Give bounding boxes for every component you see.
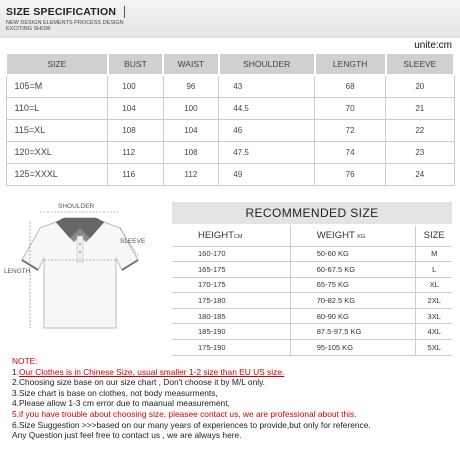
note-2: 2.Choosing size base on our size chart , Don't choose it by M/L only. — [12, 377, 265, 388]
height-unit: CM — [233, 234, 243, 241]
cell-height: 165-175 — [172, 262, 290, 278]
cell-weight: 95-105 KG — [290, 340, 416, 356]
cell-size: XL — [416, 277, 452, 293]
table-row — [6, 119, 454, 141]
cell-bust: 100 — [108, 75, 163, 97]
cell-weight: 50-60 KG — [290, 246, 416, 262]
note-4: 4.Please allow 1-3 cm error due to maanual measurement, — [12, 398, 230, 409]
size-table-header-row — [6, 53, 454, 75]
note-6: 6.Size Suggestion >>>based on our many years of experiences to provide,but only for reference. — [12, 419, 371, 430]
cell-size: 5XL — [416, 340, 452, 356]
cell-size: 120=XXL — [6, 141, 108, 163]
table-row — [6, 75, 454, 97]
col-weight — [290, 226, 416, 246]
cell-sleeve: 20 — [386, 75, 454, 97]
note-5: 5.if you have trouble about choosing size, pleasee contact us, we are professional about this. — [12, 408, 357, 419]
cell-size: 115=XL — [6, 119, 108, 141]
cell-length: 76 — [315, 163, 386, 185]
cell-bust: 108 — [108, 119, 163, 141]
note-1-prefix: 1. — [12, 366, 19, 377]
cell-weight: 60-67.5 KG — [290, 262, 416, 278]
note-1 — [12, 367, 452, 378]
notes-heading: NOTE: — [12, 356, 38, 366]
cell-weight: 70-82.5 KG — [290, 293, 416, 309]
shirt-diagram — [0, 198, 160, 348]
col-size: SIZE — [6, 53, 108, 75]
weight-header: WEIGHT — [316, 230, 355, 242]
subtitle-line-2: EXCITING SHOW — [6, 26, 51, 32]
cell-sleeve: 21 — [386, 97, 454, 119]
cell-size: 110=L — [6, 97, 108, 119]
cell-sleeve: 23 — [386, 141, 454, 163]
size-spec-table — [5, 52, 455, 186]
cell-weight: 65-75 KG — [290, 277, 416, 293]
length-label: LENGTH — [4, 268, 31, 275]
table-row — [172, 246, 452, 262]
cell-weight: 87.5-97.5 KG — [290, 324, 416, 340]
cell-height: 185-190 — [172, 324, 290, 340]
cell-height: 175-190 — [172, 340, 290, 356]
cell-height: 175-180 — [172, 293, 290, 309]
table-row — [172, 324, 452, 340]
col-sleeve: SLEEVE — [386, 53, 454, 75]
cell-weight: 80-90 KG — [290, 308, 416, 324]
table-row — [172, 262, 452, 278]
cell-height: 170-175 — [172, 277, 290, 293]
table-row — [6, 163, 454, 185]
rec-header-row — [172, 226, 452, 246]
cell-bust: 116 — [108, 163, 163, 185]
unit-label: unite:cm — [414, 40, 452, 51]
cell-length: 68 — [315, 75, 386, 97]
col-bust: BUST — [108, 53, 163, 75]
note-7: Any Question just feel free to contact us , we are always here. — [12, 430, 242, 441]
header-subtitle — [6, 20, 156, 32]
table-row — [172, 293, 452, 309]
cell-shoulder: 43 — [219, 75, 315, 97]
cell-size: 125=XXXL — [6, 163, 108, 185]
cell-length: 74 — [315, 141, 386, 163]
cell-sleeve: 22 — [386, 119, 454, 141]
cell-height: 160-170 — [172, 246, 290, 262]
cell-height: 180-185 — [172, 308, 290, 324]
table-row — [6, 141, 454, 163]
cell-size: 2XL — [416, 293, 452, 309]
table-row — [172, 308, 452, 324]
weight-unit: KG — [357, 234, 366, 241]
cell-shoulder: 47.5 — [219, 141, 315, 163]
header-banner — [0, 0, 460, 38]
cell-waist: 104 — [163, 119, 219, 141]
cell-shoulder: 49 — [219, 163, 315, 185]
cell-shoulder: 44.5 — [219, 97, 315, 119]
shoulder-label: SHOULDER — [58, 203, 95, 210]
subtitle-line-1: NEW DESIGN ELEMENTS PROCESS DESIGN — [6, 20, 124, 26]
col-rec-size: SIZE — [416, 226, 452, 246]
col-waist: WAIST — [163, 53, 219, 75]
cell-waist: 96 — [163, 75, 219, 97]
cell-size: M — [416, 246, 452, 262]
table-row — [172, 277, 452, 293]
col-height — [172, 226, 290, 246]
cell-size: 105=M — [6, 75, 108, 97]
table-row — [172, 340, 452, 356]
cell-shoulder: 46 — [219, 119, 315, 141]
cell-waist: 112 — [163, 163, 219, 185]
cell-waist: 100 — [163, 97, 219, 119]
cell-bust: 112 — [108, 141, 163, 163]
cell-bust: 104 — [108, 97, 163, 119]
cell-size: L — [416, 262, 452, 278]
cell-sleeve: 24 — [386, 163, 454, 185]
cell-size: 4XL — [416, 324, 452, 340]
height-header: HEIGHT — [198, 230, 234, 242]
cell-length: 72 — [315, 119, 386, 141]
recommended-size-table — [172, 226, 452, 356]
table-row — [6, 97, 454, 119]
col-length: LENGTH — [315, 53, 386, 75]
notes-section — [12, 356, 452, 441]
page-title: SIZE SPECIFICATION — [6, 6, 117, 18]
recommended-size-title: RECOMMENDED SIZE — [172, 202, 452, 224]
title-divider — [124, 6, 125, 18]
note-1-text: Our Clothes is in Chinese Size, usual smaller 1-2 size than EU US size. — [19, 366, 285, 377]
cell-waist: 108 — [163, 141, 219, 163]
cell-length: 70 — [315, 97, 386, 119]
note-3: 3.Size chart is base on clothes, not body measurments, — [12, 387, 218, 398]
sleeve-label: SLEEVE — [120, 238, 146, 245]
col-shoulder: SHOULDER — [219, 53, 315, 75]
cell-size: 3XL — [416, 308, 452, 324]
